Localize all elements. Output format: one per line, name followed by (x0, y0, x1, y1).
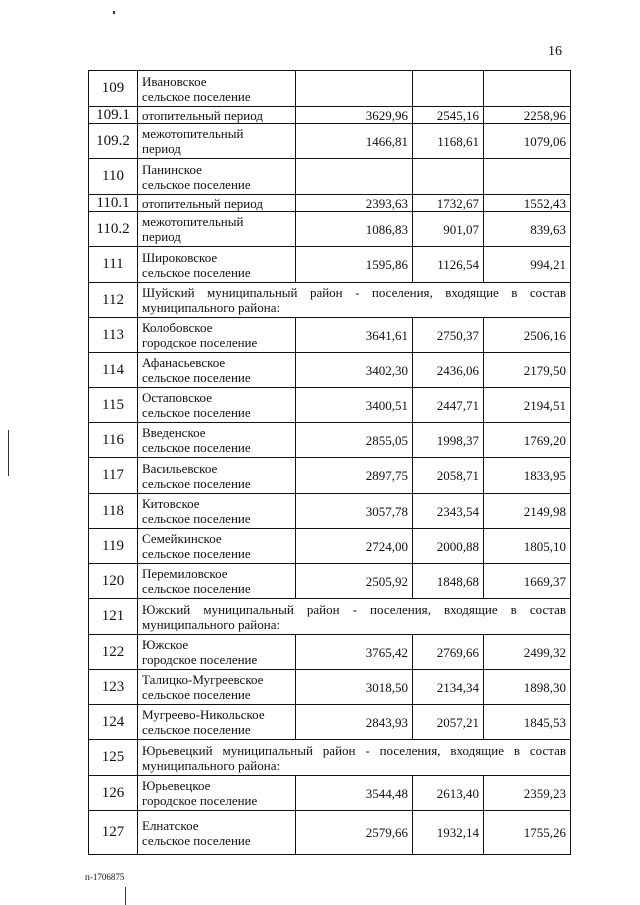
settlement-name: Васильевское сельское поселение (138, 458, 296, 494)
settlement-name: Остаповское сельское поселение (138, 388, 296, 423)
value-v3: 2179,50 (484, 353, 571, 388)
value-v1: 1466,81 (296, 124, 413, 159)
value-v1: 2393,63 (296, 195, 413, 212)
value-v1: 2897,75 (296, 458, 413, 494)
value-v2: 2436,06 (413, 353, 484, 388)
value-v1: 2843,93 (296, 705, 413, 740)
settlement-name: Мугреево-Никольское сельское поселение (138, 705, 296, 740)
scan-mark-top (113, 11, 115, 14)
value-v3: 1755,26 (484, 811, 571, 855)
table-row (89, 71, 571, 107)
table-row (89, 318, 571, 353)
value-v2: 2000,88 (413, 529, 484, 564)
settlement-name: Китовское сельское поселение (138, 494, 296, 529)
settlement-name: отопительный период (138, 195, 296, 212)
value-v3: 2506,16 (484, 318, 571, 353)
value-v3: 1898,30 (484, 670, 571, 705)
settlement-name: Семейкинское сельское поселение (138, 529, 296, 564)
row-number: 109.2 (89, 124, 138, 159)
document-code: п-1706875 (85, 872, 125, 882)
table-row (89, 670, 571, 705)
row-number: 113 (89, 318, 138, 353)
table-row (89, 740, 571, 776)
value-v1: 3018,50 (296, 670, 413, 705)
value-v2: 1732,67 (413, 195, 484, 212)
value-v2: 2058,71 (413, 458, 484, 494)
district-header: Южский муниципальный район - поселения, входящие в состав муниципального района: (138, 599, 571, 635)
value-v3: 2499,32 (484, 635, 571, 670)
value-v1: 3765,42 (296, 635, 413, 670)
row-number: 119 (89, 529, 138, 564)
value-v2: 1848,68 (413, 564, 484, 599)
table-row (89, 247, 571, 283)
scan-mark-bottom (125, 887, 126, 905)
table-row (89, 564, 571, 599)
settlement-name: отопительный период (138, 107, 296, 124)
row-number: 120 (89, 564, 138, 599)
value-v3: 994,21 (484, 247, 571, 283)
table-row (89, 635, 571, 670)
value-v2: 2057,21 (413, 705, 484, 740)
value-v2: 2545,16 (413, 107, 484, 124)
district-header: Шуйский муниципальный район - поселения, входящие в состав муниципального района: (138, 283, 571, 318)
table-row (89, 458, 571, 494)
value-v3: 1833,95 (484, 458, 571, 494)
value-v3: 1769,20 (484, 423, 571, 458)
row-number: 112 (89, 283, 138, 318)
table-row (89, 124, 571, 159)
value-v2: 1998,37 (413, 423, 484, 458)
row-number: 111 (89, 247, 138, 283)
value-v1: 3057,78 (296, 494, 413, 529)
value-v1: 3544,48 (296, 776, 413, 811)
value-v2: 1126,54 (413, 247, 484, 283)
row-number: 110.2 (89, 212, 138, 247)
table-row (89, 159, 571, 195)
settlement-name: Ивановское сельское поселение (138, 71, 296, 107)
value-v2: 1932,14 (413, 811, 484, 855)
value-v2: 2750,37 (413, 318, 484, 353)
row-number: 118 (89, 494, 138, 529)
settlement-name: Елнатское сельское поселение (138, 811, 296, 855)
row-number: 125 (89, 740, 138, 776)
value-v3: 1669,37 (484, 564, 571, 599)
row-number: 116 (89, 423, 138, 458)
settlement-name: Панинское сельское поселение (138, 159, 296, 195)
district-header: Юрьевецкий муниципальный район - поселения, входящие в состав муниципального района: (138, 740, 571, 776)
value-v2: 1168,61 (413, 124, 484, 159)
row-number: 114 (89, 353, 138, 388)
value-v1 (296, 159, 413, 195)
value-v2 (413, 71, 484, 107)
row-number: 109 (89, 71, 138, 107)
value-v3 (484, 159, 571, 195)
value-v2 (413, 159, 484, 195)
value-v3: 2149,98 (484, 494, 571, 529)
value-v3: 2359,23 (484, 776, 571, 811)
table-row (89, 212, 571, 247)
value-v3: 2194,51 (484, 388, 571, 423)
settlement-name: Перемиловское сельское поселение (138, 564, 296, 599)
settlement-name: межотопительный период (138, 124, 296, 159)
value-v3: 1845,53 (484, 705, 571, 740)
value-v3: 1552,43 (484, 195, 571, 212)
value-v1: 1595,86 (296, 247, 413, 283)
table-row (89, 107, 571, 124)
table-row (89, 599, 571, 635)
row-number: 110.1 (89, 195, 138, 212)
row-number: 110 (89, 159, 138, 195)
table-row (89, 388, 571, 423)
row-number: 124 (89, 705, 138, 740)
row-number: 122 (89, 635, 138, 670)
value-v1: 1086,83 (296, 212, 413, 247)
settlement-name: Южское городское поселение (138, 635, 296, 670)
value-v2: 901,07 (413, 212, 484, 247)
table-row (89, 353, 571, 388)
value-v3: 1805,10 (484, 529, 571, 564)
settlement-name: Афанасьевское сельское поселение (138, 353, 296, 388)
row-number: 126 (89, 776, 138, 811)
value-v3: 2258,96 (484, 107, 571, 124)
row-number: 117 (89, 458, 138, 494)
table-row (89, 811, 571, 855)
value-v2: 2343,54 (413, 494, 484, 529)
table-row (89, 195, 571, 212)
page-number: 16 (548, 44, 562, 59)
table-row (89, 283, 571, 318)
value-v1 (296, 71, 413, 107)
table-row (89, 423, 571, 458)
row-number: 115 (89, 388, 138, 423)
value-v3: 1079,06 (484, 124, 571, 159)
tariff-table (88, 70, 571, 855)
settlement-name: Юрьевецкое городское поселение (138, 776, 296, 811)
table-row (89, 705, 571, 740)
value-v2: 2613,40 (413, 776, 484, 811)
table-row (89, 529, 571, 564)
settlement-name: Широковское сельское поселение (138, 247, 296, 283)
settlement-name: межотопительный период (138, 212, 296, 247)
row-number: 109.1 (89, 107, 138, 124)
settlement-name: Введенское сельское поселение (138, 423, 296, 458)
value-v1: 2505,92 (296, 564, 413, 599)
scan-mark-left (8, 430, 9, 476)
value-v1: 3402,30 (296, 353, 413, 388)
value-v1: 3629,96 (296, 107, 413, 124)
row-number: 123 (89, 670, 138, 705)
row-number: 127 (89, 811, 138, 855)
row-number: 121 (89, 599, 138, 635)
table-row (89, 494, 571, 529)
settlement-name: Колобовское городское поселение (138, 318, 296, 353)
value-v2: 2134,34 (413, 670, 484, 705)
value-v2: 2447,71 (413, 388, 484, 423)
value-v1: 3400,51 (296, 388, 413, 423)
value-v3: 839,63 (484, 212, 571, 247)
settlement-name: Талицко-Мугреевское сельское поселение (138, 670, 296, 705)
value-v3 (484, 71, 571, 107)
value-v1: 2724,00 (296, 529, 413, 564)
value-v2: 2769,66 (413, 635, 484, 670)
value-v1: 2579,66 (296, 811, 413, 855)
value-v1: 3641,61 (296, 318, 413, 353)
value-v1: 2855,05 (296, 423, 413, 458)
table-row (89, 776, 571, 811)
